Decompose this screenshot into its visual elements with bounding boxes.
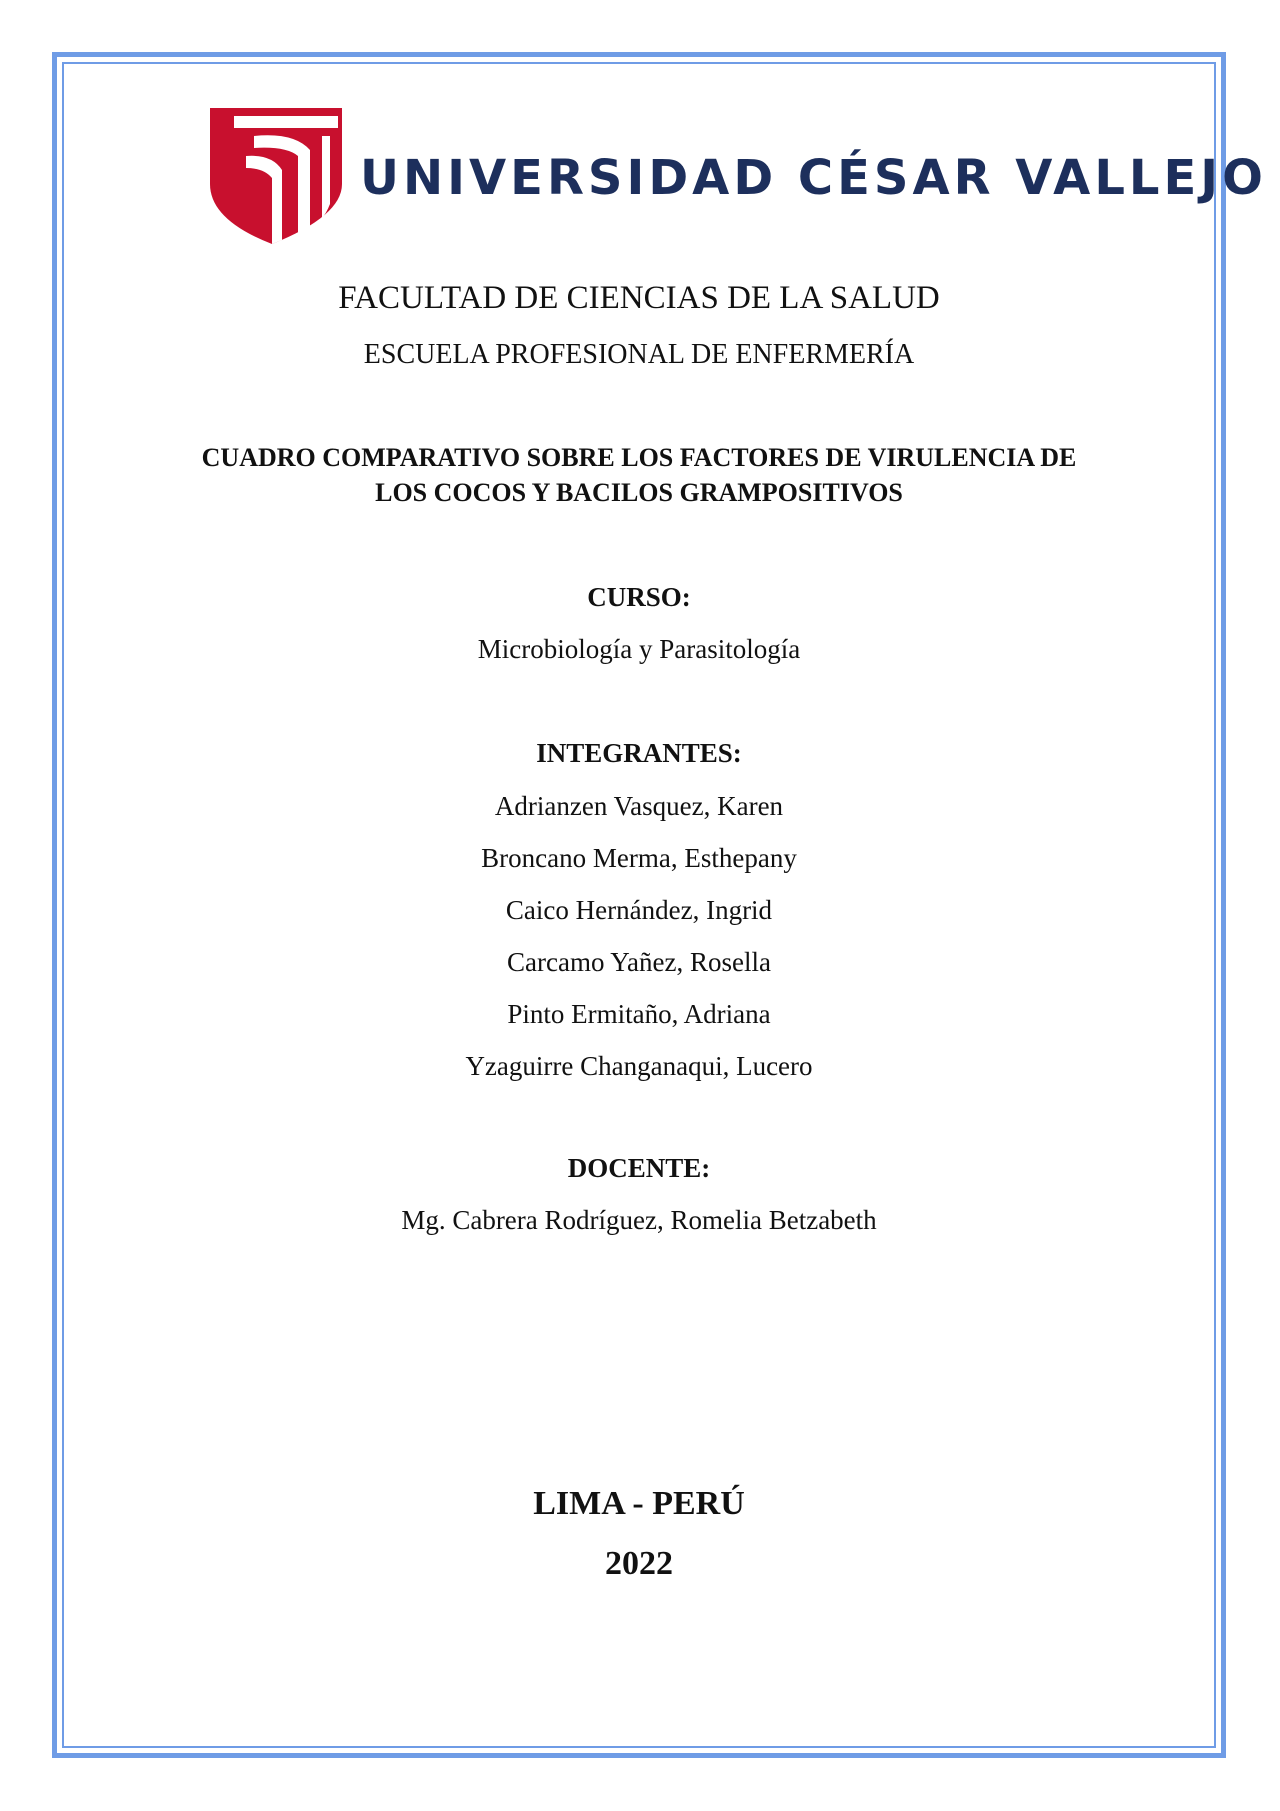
course-label: CURSO: <box>587 582 691 612</box>
member-name: Carcamo Yañez, Rosella <box>507 947 771 977</box>
place: LIMA - PERÚ <box>533 1485 745 1522</box>
document-title-line-2: LOS COCOS Y BACILOS GRAMPOSITIVOS <box>375 478 903 507</box>
document-title-line-1: CUADRO COMPARATIVO SOBRE LOS FACTORES DE VIRULENCIA DE <box>201 443 1077 472</box>
school-name: ESCUELA PROFESIONAL DE ENFERMERÍA <box>363 339 915 370</box>
members-label: INTEGRANTES: <box>536 738 742 768</box>
faculty-name: FACULTAD DE CIENCIAS DE LA SALUD <box>338 280 940 316</box>
member-name: Pinto Ermitaño, Adriana <box>507 999 771 1029</box>
member-name: Caico Hernández, Ingrid <box>505 895 773 925</box>
university-name: UNIVERSIDAD CÉSAR VALLEJO <box>360 150 1267 206</box>
member-name: Yzaguirre Changanaqui, Lucero <box>465 1051 813 1081</box>
course-value: Microbiología y Parasitología <box>477 634 801 664</box>
member-name: Adrianzen Vasquez, Karen <box>494 791 784 821</box>
teacher-name: Mg. Cabrera Rodríguez, Romelia Betzabeth <box>401 1205 877 1235</box>
member-name: Broncano Merma, Esthepany <box>481 843 797 873</box>
members-list <box>62 790 1216 1102</box>
year: 2022 <box>605 1545 673 1582</box>
university-shield-logo <box>210 108 342 244</box>
teacher-label: DOCENTE: <box>567 1153 711 1183</box>
